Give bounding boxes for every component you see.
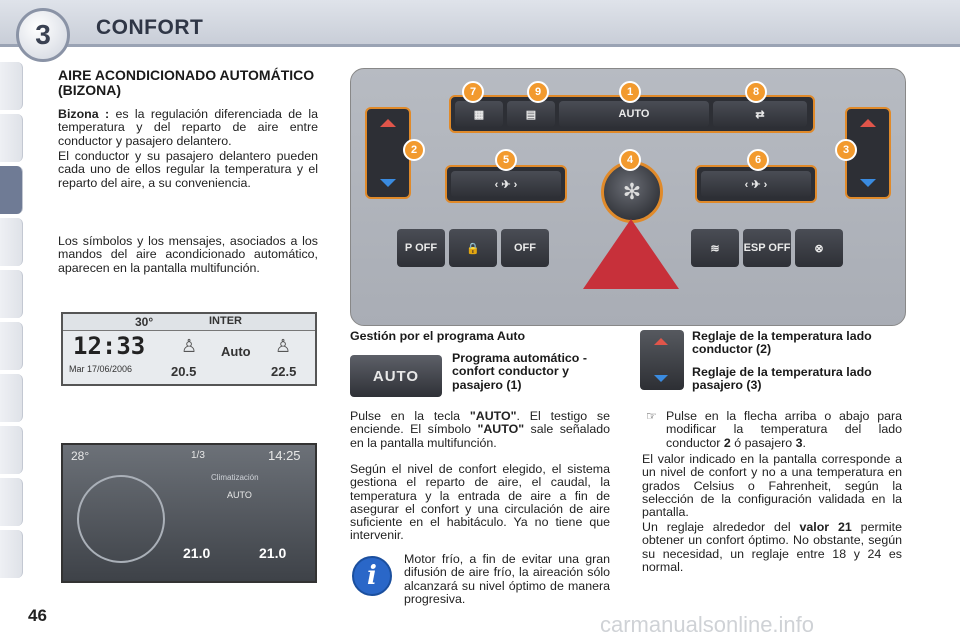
multi-time: 14:25	[268, 448, 301, 463]
demist-button[interactable]: ▦	[455, 101, 503, 127]
auto-key-image: AUTO	[350, 355, 442, 397]
setting-paragraph	[642, 521, 902, 574]
fan-speed-knob[interactable]: ✻	[601, 161, 663, 223]
passenger-airflow-icon[interactable]: ‹ ✈ ›	[701, 171, 811, 197]
bizona-paragraph	[58, 108, 318, 148]
text: Un reglaje alrededor del	[642, 520, 791, 534]
arrow-up-icon[interactable]	[380, 119, 396, 127]
lcd-display	[61, 312, 317, 386]
alarm-off-button[interactable]: OFF	[501, 229, 549, 267]
auto-section-title: Gestión por el programa Auto	[350, 329, 526, 343]
lcd-outside-temp: 30°	[135, 315, 154, 329]
driver-airflow-icon[interactable]: ‹ ✈ ›	[451, 171, 561, 197]
arrow-down-icon[interactable]	[860, 179, 876, 187]
callout-2: 2	[403, 139, 425, 161]
watermark: carmanualsonline.info	[600, 612, 815, 637]
lcd-auto: Auto	[221, 344, 251, 359]
bullet-icon: ☞	[646, 409, 657, 423]
cold-engine-note: Motor frío, a fin de evitar una gran difusión de aire frío, la aireación sólo alcanzará su nivel óptimo de manera progresiva.	[404, 552, 610, 606]
seat-heater-icon[interactable]: ≋	[691, 229, 739, 267]
header-divider	[0, 44, 960, 47]
lcd-mode: INTER	[209, 315, 242, 327]
side-tab-active[interactable]	[0, 166, 23, 214]
callout-9: 9	[527, 81, 549, 103]
lcd-time: 12:33	[73, 332, 146, 360]
page-number: 46	[28, 606, 47, 625]
text-bold: 2	[723, 435, 731, 450]
callout-7: 7	[462, 81, 484, 103]
text: Pulse en la tecla	[350, 409, 461, 423]
multi-page: 1/3	[191, 450, 205, 461]
info-icon: i	[352, 556, 392, 596]
side-tab[interactable]	[0, 426, 23, 474]
temp-bullet-paragraph	[666, 410, 902, 450]
passenger-temp-title: Reglaje de la temperatura lado pasajero (3)	[692, 365, 872, 393]
callout-1: 1	[619, 81, 641, 103]
text: Pulse en la flecha arriba o abajo para modificar la temperatura del lado conductor	[666, 409, 902, 450]
side-tab[interactable]	[0, 322, 23, 370]
lcd-topbar	[63, 314, 315, 331]
lcd-date: Mar 17/06/2006	[69, 364, 133, 374]
climate-control-panel	[350, 68, 906, 326]
section-title: AIRE ACONDICIONADO AUTOMÁTICO (BIZONA)	[58, 67, 315, 98]
driver-temp-title: Reglaje de la temperatura lado conductor (2)	[692, 329, 872, 357]
text: ó pasajero	[734, 435, 793, 450]
comfort-paragraph: Según el nivel de confort elegido, el sistema gestiona el reparto de aire, el caudal, la temperatura y la entrada de aire a fin de asegurar el confort y una circulación de aire suficiente en el habitáculo. Ya no tiene que intervenir.	[350, 462, 610, 543]
chapter-number: 3	[16, 8, 70, 62]
text-bold: "AUTO"	[469, 409, 517, 423]
park-assist-off-button[interactable]: P OFF	[397, 229, 445, 267]
callout-5: 5	[495, 149, 517, 171]
side-tab[interactable]	[0, 114, 23, 162]
side-tab[interactable]	[0, 374, 23, 422]
seat-icon: ♙	[275, 336, 292, 356]
callout-4: 4	[619, 149, 641, 171]
multi-temp-left: 21.0	[183, 545, 211, 561]
multi-outside-temp: 28°	[71, 449, 90, 463]
text: .	[802, 435, 806, 450]
text: sale señalado en la pantalla multifunción.	[350, 422, 610, 450]
page-title: CONFORT	[96, 16, 204, 39]
text: . El testigo se enciende. El símbolo	[350, 409, 611, 437]
side-tab[interactable]	[0, 478, 23, 526]
lock-icon[interactable]: 🔒	[449, 229, 497, 267]
text-bold: valor 21	[799, 520, 852, 534]
bizona-label: Bizona :	[58, 107, 110, 121]
text-bold: 3	[795, 435, 803, 450]
value-paragraph: El valor indicado en la pantalla corresponde a un nivel de confort y no a una temperatura en grados Celsius o Fahrenheit, según la selección de la configuración validada en la pantalla.	[642, 452, 902, 520]
hazard-button[interactable]	[583, 219, 679, 289]
auto-press-paragraph	[350, 410, 610, 450]
multi-temp-right: 21.0	[259, 545, 287, 561]
side-tab[interactable]	[0, 530, 23, 578]
recirculation-button[interactable]: ⇄	[713, 101, 807, 127]
program-caption: Programa automático -confort conductor y pasajero (1)	[452, 351, 587, 392]
rear-defrost-button[interactable]: ▤	[507, 101, 555, 127]
multi-auto: AUTO	[227, 490, 252, 500]
arrow-down-icon	[654, 375, 668, 382]
lcd-temp-left: 20.5	[171, 364, 197, 379]
lcd-temp-right: 22.5	[271, 364, 297, 379]
callout-8: 8	[745, 81, 767, 103]
arrow-up-icon	[654, 338, 668, 345]
multi-menu-title: Climatización	[211, 473, 259, 482]
bizona-text: es la regulación diferenciada de la temperatura y del reparto de aire entre conductor y pasajero delantero.	[58, 107, 318, 148]
airbag-icon[interactable]: ⊗	[795, 229, 843, 267]
callout-3: 3	[835, 139, 857, 161]
temp-key-image	[640, 330, 684, 390]
text: permite obtener un confort óptimo. No obstante, según su necesidad, un reglaje entre 18 y 24 es normal.	[642, 520, 902, 574]
multifunction-display	[61, 443, 317, 583]
seat-icon: ♙	[181, 336, 198, 356]
driver-paragraph: El conductor y su pasajero delantero pueden cada uno de ellos regular la temperatura y el reparto del aire, a su conveniencia.	[58, 149, 318, 190]
esp-off-button[interactable]: ESP OFF	[743, 229, 791, 267]
callout-6: 6	[747, 149, 769, 171]
text-bold: "AUTO"	[477, 422, 525, 437]
arrow-up-icon[interactable]	[860, 119, 876, 127]
symbols-paragraph: Los símbolos y los mensajes, asociados a los mandos del aire acondicionado automático, aparecen en la pantalla multifunción.	[58, 234, 318, 275]
clock-icon	[77, 475, 165, 563]
side-tab[interactable]	[0, 270, 23, 318]
auto-button[interactable]: AUTO	[559, 101, 709, 127]
arrow-down-icon[interactable]	[380, 179, 396, 187]
side-tab[interactable]	[0, 62, 23, 110]
side-tab[interactable]	[0, 218, 23, 266]
